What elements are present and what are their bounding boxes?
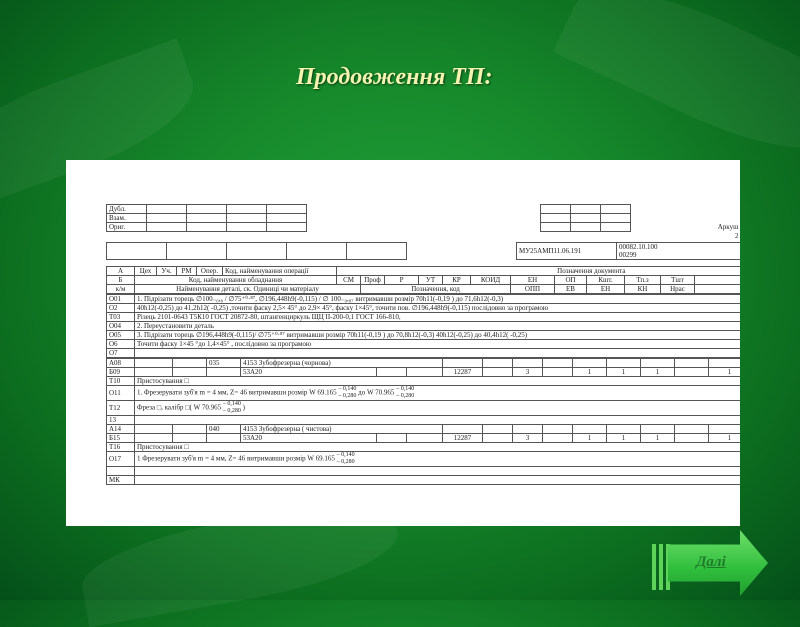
row-label: 13 <box>107 416 135 425</box>
header-kn: КН <box>625 285 661 294</box>
table-row <box>107 295 741 304</box>
tolerance-lower: – 0,280 <box>336 459 355 465</box>
document-code-2-line2: 00299 <box>619 251 637 259</box>
row-text <box>135 349 741 358</box>
stamp-vzam: Взам. <box>107 214 147 223</box>
value-tpz: 1 <box>709 368 740 377</box>
tolerance-upper: – 0,140 <box>336 452 355 458</box>
header-tsekh: Цех <box>135 267 157 276</box>
header-b: Б <box>107 276 135 285</box>
value-r: 3 <box>513 434 543 443</box>
document-image <box>66 160 740 526</box>
row-label: О7 <box>107 349 135 358</box>
header-doc-designation: Позначення документа <box>443 267 740 276</box>
row-label <box>107 467 135 476</box>
header-a: А <box>107 267 135 276</box>
operation-number: 035 <box>207 359 241 368</box>
row-label: Т03 <box>107 313 135 322</box>
row-label: Т10 <box>107 377 135 386</box>
slide-title: Продовження ТП: <box>296 64 493 90</box>
next-button[interactable] <box>652 530 770 596</box>
header-kr: КР <box>443 276 471 285</box>
fixture-text: Пристосування □ <box>135 377 741 386</box>
header-oper: Опер. <box>197 267 223 276</box>
row-label: О2 <box>107 304 135 313</box>
table-row <box>107 304 741 313</box>
next-button-label[interactable]: Далі <box>696 554 726 570</box>
tolerance-upper: – 0,140 <box>222 401 241 407</box>
header-ev: ЕВ <box>555 285 587 294</box>
table-row <box>107 467 741 476</box>
header-en2: ЕН <box>587 285 625 294</box>
value-en: 1 <box>641 434 675 443</box>
table-row <box>107 401 741 416</box>
value-kr: 1 <box>573 434 607 443</box>
operation-name: 4153 Зубофрезерна (чорнова) <box>241 359 443 368</box>
stamp-arkush: Аркуш <box>717 223 739 231</box>
row-label: Т12 <box>107 401 135 416</box>
header-rm: РМ <box>177 267 197 276</box>
tolerance-lower: – 0,280 <box>338 393 357 399</box>
stamp-dubl: Дубл. <box>107 205 147 214</box>
header-nras: Нрас <box>661 285 695 294</box>
value-sm: 12287 <box>443 434 483 443</box>
table-row <box>107 386 741 401</box>
row-label: Б15 <box>107 434 135 443</box>
header-equipment: Код, найменування обладнання <box>135 276 337 285</box>
row-text: Точити фаску 1×45 °до 1,4×45° , послідовно за програмою <box>135 340 741 349</box>
row-text: 1. Підрізати торець ∅100₋₀,₈ / ∅75⁺⁰·⁸⁷, ∅196,448h9(-0,115) / ∅ 100₋₀,₈₇ витримавши розмір 70h11(-0,19 ) до 71,6h12(-0,3) <box>135 295 741 304</box>
table-row <box>107 368 741 377</box>
header-operation-name: Код, найменування операції <box>223 267 337 276</box>
row-label: О17 <box>107 452 135 467</box>
header-tpz: Тп.з <box>625 276 661 285</box>
header-opp: ОПП <box>511 285 555 294</box>
value-kr: 1 <box>573 368 607 377</box>
header-tsht: Тшт <box>661 276 695 285</box>
table-row <box>107 349 741 358</box>
row-label: Б09 <box>107 368 135 377</box>
header-ut: УТ <box>419 276 443 285</box>
milling-text: 1. Фрезерувати зуб'я m = 4 мм, Z= 46 витримавши розмір W 69.165 <box>137 388 337 397</box>
value-koid: 1 <box>607 434 641 443</box>
stamp-arkush-number: 2 <box>735 231 739 240</box>
header-koid: КОИД <box>471 276 511 285</box>
row-label: О6 <box>107 340 135 349</box>
milling-text: 1 Фрезерувати зуб'я m = 4 мм, Z= 46 витримавши розмір W 69.165 <box>137 454 335 463</box>
row-text: Різець 2101-0643 Т5К10 ГОСТ 20872-80, штангенциркуль ЩЦ ІІ-200-0,1 ГОСТ 166-810, <box>135 313 741 322</box>
tolerance-lower: – 0,280 <box>396 393 415 399</box>
header-sm: СМ <box>337 276 361 285</box>
stamp-table <box>106 204 740 240</box>
row-label: О11 <box>107 386 135 401</box>
row-text: 2. Переустановити деталь <box>135 322 741 331</box>
header-km: к/м <box>107 285 135 294</box>
table-row <box>107 359 741 368</box>
document-code-2-line1: 00082.10.100 <box>619 243 658 251</box>
route-card <box>106 204 740 485</box>
machine-model: 53А20 <box>241 368 377 377</box>
row-text: 3. Підрізати торець ∅196,448h9(-0,115)/ ∅75⁺⁰·⁸⁷ витримавши розмір 70h11(-0,19 ) до 70,8h12(-0,3) 40h12(-0,25) до 40,4h12( -0,25) <box>135 331 741 340</box>
fixture-text: Пристосування □ <box>135 443 741 452</box>
header-r: Р <box>385 276 419 285</box>
tolerance-lower: – 0,280 <box>222 408 241 414</box>
value-sm: 12287 <box>443 368 483 377</box>
tool-text: Фреза □, калібр □( W 70.965 <box>137 403 222 412</box>
row-label: А14 <box>107 425 135 434</box>
operation-name: 4153 Зубофрезерна ( чистова) <box>241 425 443 434</box>
milling-target: до W 70.965 <box>358 388 395 397</box>
row-text: 40h12(-0,25) до 41,2h12( -0,25) ,точити фаску 2,5× 45° до 2,9× 45°, фаску 1×45°, точити пов. ∅196,448h9(-0,115) послідовно за програмою <box>135 304 741 313</box>
row-label: О01 <box>107 295 135 304</box>
table-row <box>107 434 741 443</box>
value-koid: 1 <box>607 368 641 377</box>
mk-label: МК <box>107 476 135 485</box>
table-row <box>107 313 741 322</box>
header-code: Позначення, код <box>361 285 511 294</box>
table-row <box>107 476 741 485</box>
header-op: ОП <box>555 276 587 285</box>
decorative-bars <box>652 544 670 590</box>
background-leaf <box>553 0 800 179</box>
tool-text-close: ) <box>242 403 245 412</box>
header-ksht: Кшт. <box>587 276 625 285</box>
operation-number: 040 <box>207 425 241 434</box>
value-r: 3 <box>513 368 543 377</box>
tolerance-upper: – 0,140 <box>396 386 415 392</box>
row-label: О04 <box>107 322 135 331</box>
value-tpz: 1 <box>709 434 740 443</box>
header-part-name: Найменування деталі, ск. Одиниці чи матеріалу <box>135 285 361 294</box>
machine-model: 53А20 <box>241 434 377 443</box>
table-row <box>107 322 741 331</box>
table-row <box>107 340 741 349</box>
row-label: О05 <box>107 331 135 340</box>
table-row <box>107 331 741 340</box>
stamp-orig: Ориг. <box>107 223 147 232</box>
table-row <box>107 452 741 467</box>
row-label: Т16 <box>107 443 135 452</box>
operation-035-table <box>106 358 740 485</box>
table-row <box>107 377 741 386</box>
tolerance-upper: – 0,140 <box>338 386 357 392</box>
stamp-code-table <box>106 242 740 260</box>
header-en: ЕН <box>511 276 555 285</box>
document-code: МУ25АМП11.06.191 <box>517 243 617 260</box>
table-row <box>107 443 741 452</box>
header-uch: Уч. <box>157 267 177 276</box>
operations-table <box>106 294 740 358</box>
header-prof: Проф <box>361 276 385 285</box>
table-row <box>107 425 741 434</box>
table-row <box>107 416 741 425</box>
header-table <box>106 266 740 294</box>
row-label: А08 <box>107 359 135 368</box>
value-en: 1 <box>641 368 675 377</box>
